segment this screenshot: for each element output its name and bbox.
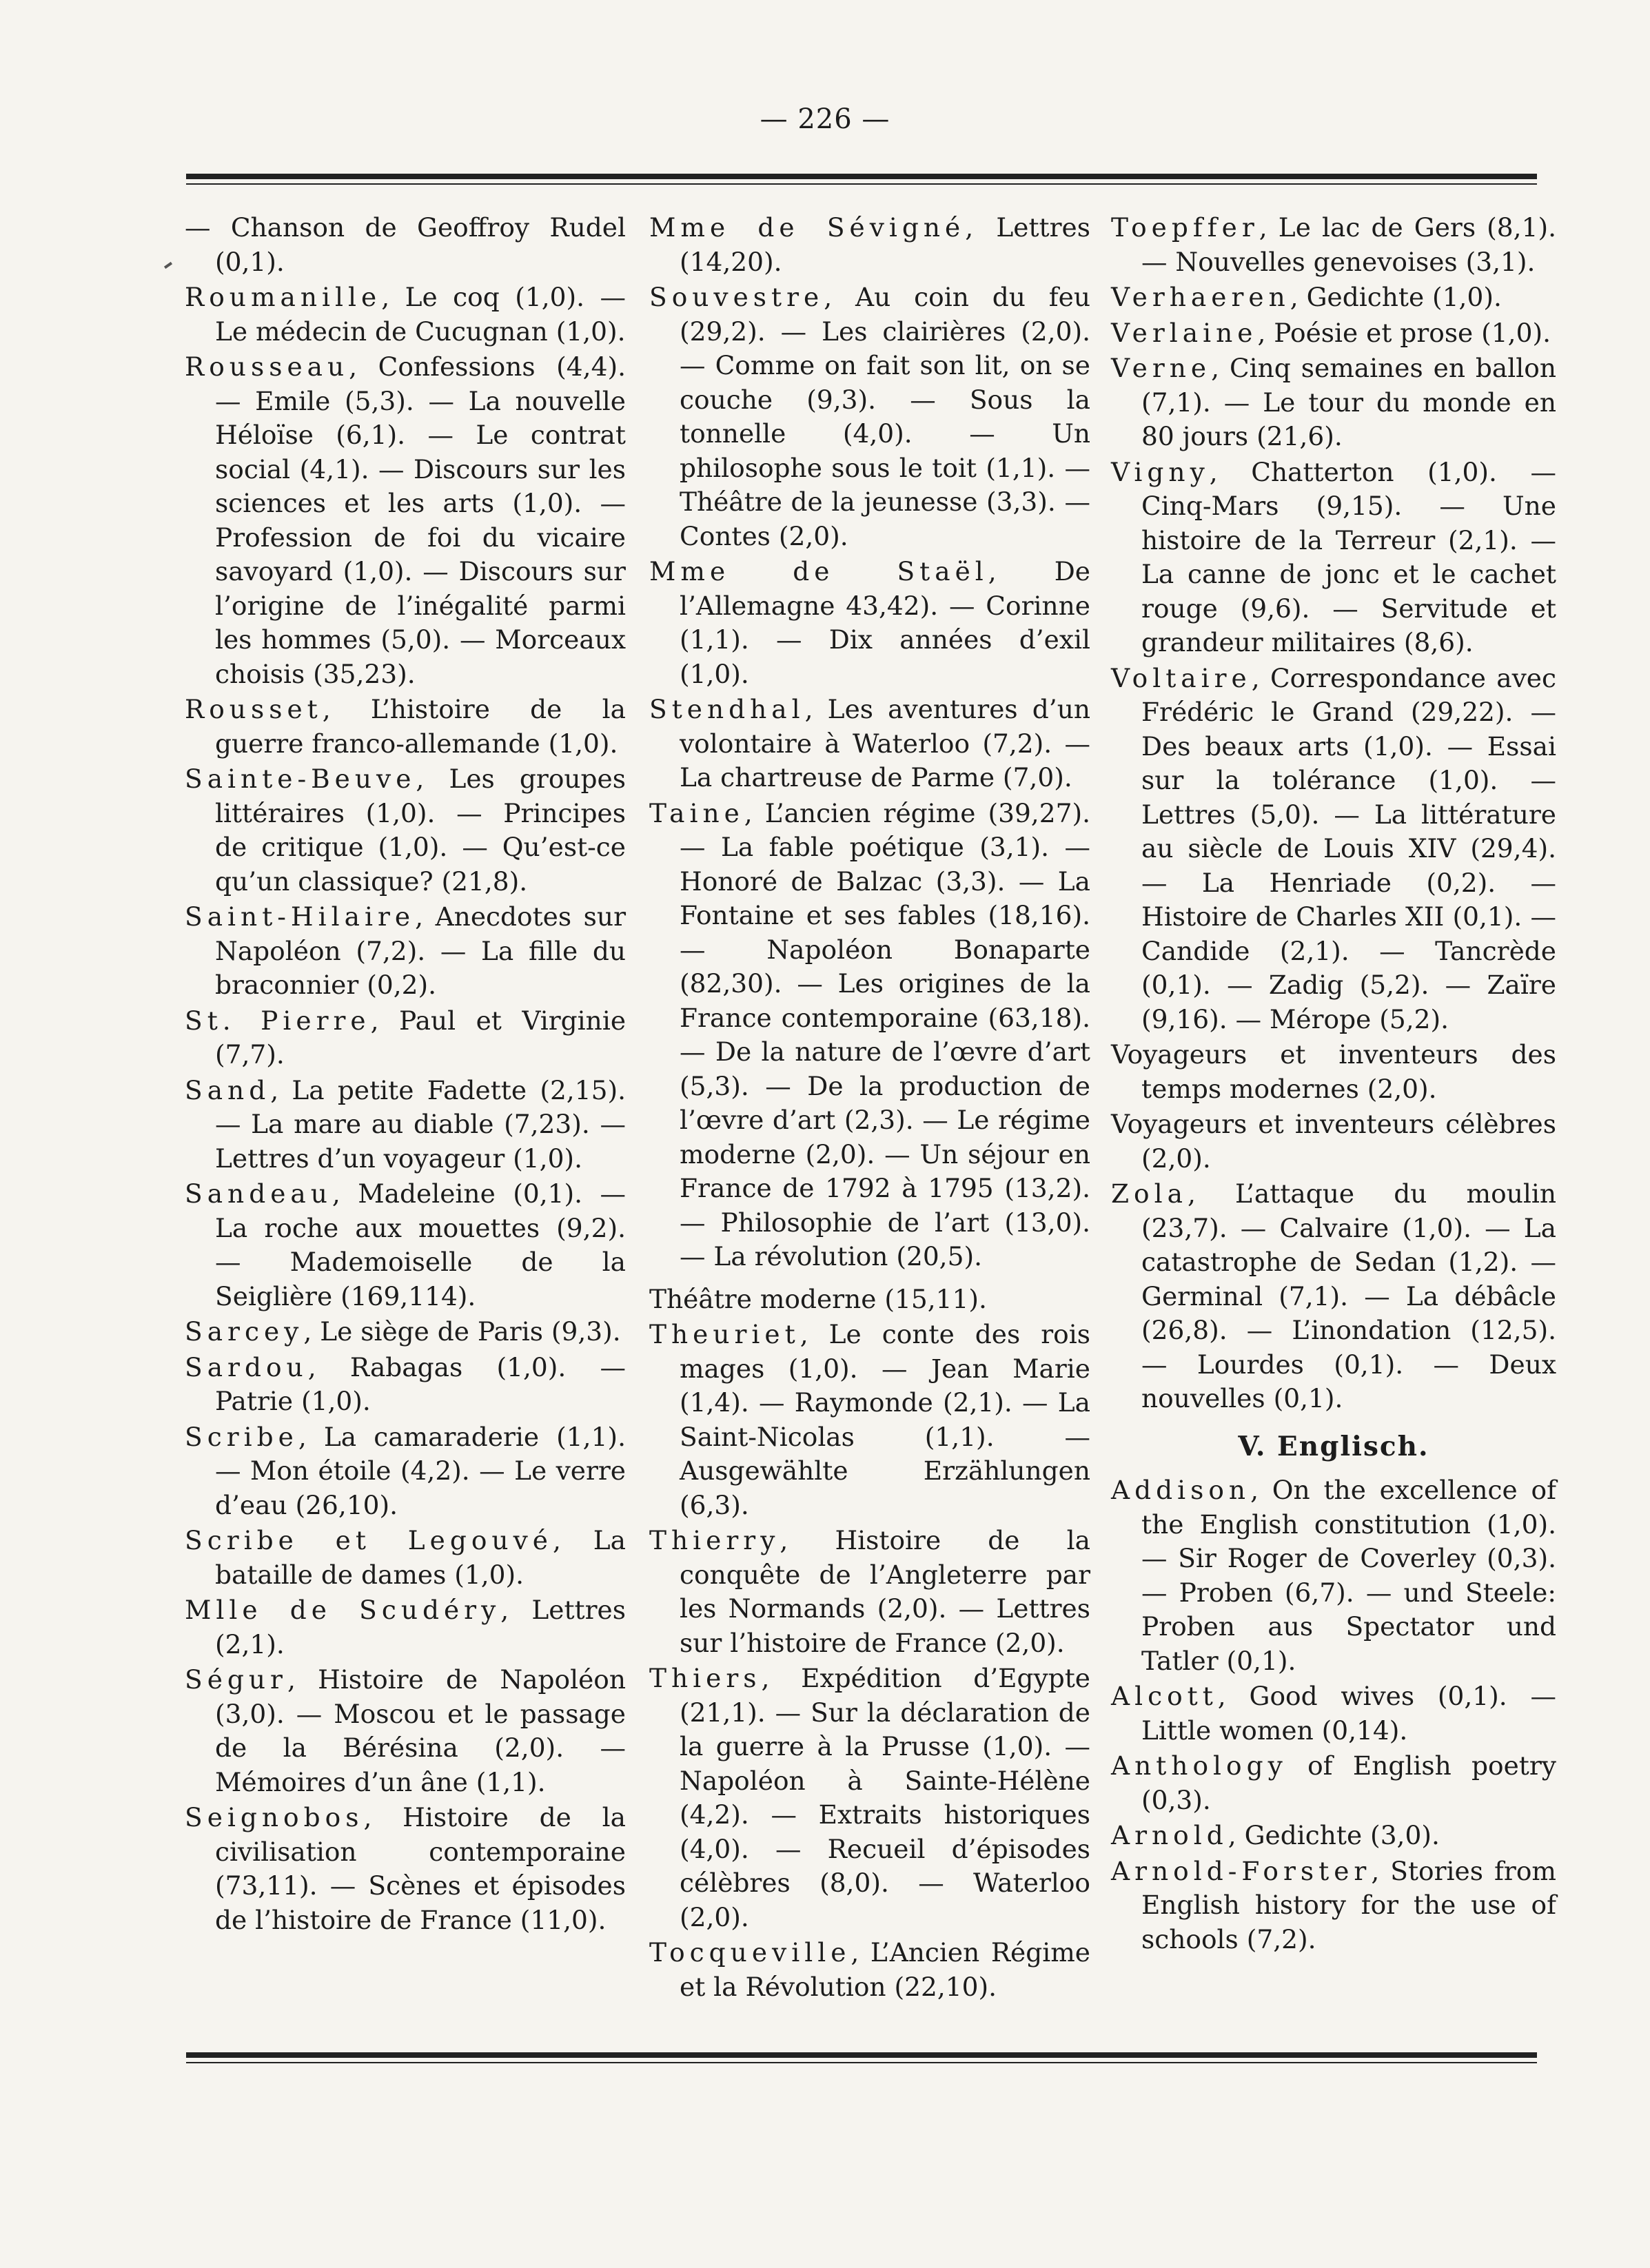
entry-text: , Le coq (1,0). — Le médecin de Cucugnan (1,0). — [215, 282, 626, 347]
entry-author: Alcott — [1111, 1681, 1218, 1711]
entry — [649, 797, 1090, 1274]
margin-mark — [164, 262, 172, 269]
entry-author: Scribe — [185, 1421, 298, 1452]
column-3 — [1111, 211, 1556, 1958]
entry — [1111, 1473, 1556, 1678]
entry-author: Vigny — [1111, 456, 1210, 487]
top-rule-thin — [186, 183, 1537, 185]
entry-text: , Good wives (0,1). — Little women (0,14). — [1141, 1681, 1556, 1746]
entry-author: Sarcey — [185, 1316, 304, 1347]
entry-author: Rousseau — [185, 351, 349, 382]
entry — [649, 1318, 1090, 1522]
entry — [185, 1351, 626, 1419]
entry-text: , Chatterton (1,0). — Cinq-Mars (9,15). — Une histoire de la Terreur (2,1). — La canne de jonc et le cachet rouge (9,6). — Servitude et grandeur militaires (8,6). — [1141, 456, 1556, 657]
entry — [649, 555, 1090, 691]
entry-author: Verhaeren — [1111, 282, 1290, 312]
entry — [185, 280, 626, 349]
entry — [1111, 211, 1556, 279]
entry-text: , Stories from English history for the use of schools (7,2). — [1141, 1855, 1556, 1954]
top-rule — [186, 174, 1537, 179]
entry-author: Tocqueville — [649, 1937, 851, 1968]
entry-author: Toepffer — [1111, 212, 1259, 243]
bottom-rule — [186, 2052, 1537, 2058]
entry — [1111, 1679, 1556, 1748]
entry: — Chanson de Geoffroy Rudel (0,1). — [185, 212, 626, 277]
entry-text: of English poetry (0,3). — [1141, 1750, 1556, 1815]
entry-author: Verlaine — [1111, 317, 1258, 348]
entry-text: , L’histoire de la guerre franco-allemande (1,0). — [215, 694, 626, 759]
entry-author: Zola — [1111, 1178, 1188, 1209]
entry-author: Verne — [1111, 353, 1212, 383]
entry — [1111, 1855, 1556, 1957]
entry-text: Voyageurs et inventeurs des temps modernes (2,0). — [1111, 1039, 1556, 1104]
entry-author: St. Pierre — [185, 1005, 371, 1036]
entry — [185, 900, 626, 1003]
section-heading: V. Englisch. — [1238, 1430, 1429, 1462]
entry-text: , Histoire de la civilisation contemporaine (73,11). — Scènes et épisodes de l’histoire de France (11,0). — [215, 1802, 626, 1935]
entry-text: , Au coin du feu (29,2). — Les clairières (2,0). — Comme on fait son lit, on se couche (9,3). — Sous la tonnelle (4,0). — Un philosophe sous le toit (1,1). — Théâtre de la jeunesse (3,3). — Contes (2,0). — [680, 282, 1090, 551]
entry-text: , La camaraderie (1,1). — Mon étoile (4,2). — Le verre d’eau (26,10). — [215, 1421, 626, 1520]
entry — [649, 1524, 1090, 1660]
entry-author: Voltaire — [1111, 662, 1252, 693]
entry — [649, 1283, 1090, 1317]
entry-author: Sand — [185, 1074, 271, 1105]
entry-text: , La bataille de dames (1,0). — [215, 1525, 626, 1590]
entry — [185, 1420, 626, 1523]
entry — [1111, 662, 1556, 1037]
entry — [185, 1315, 626, 1349]
entry — [185, 1074, 626, 1176]
entry-text: , Anecdotes sur Napoléon (7,2). — La fille du braconnier (0,2). — [215, 901, 626, 1000]
entry — [649, 1662, 1090, 1934]
entry — [185, 1801, 626, 1937]
entry-text: , Le lac de Gers (8,1). — Nouvelles genevoises (3,1). — [1141, 212, 1556, 277]
entry-author: Sandeau — [185, 1178, 332, 1209]
entry — [185, 350, 626, 691]
entry — [1111, 351, 1556, 454]
entry-text: , L’attaque du moulin (23,7). — Calvaire (1,0). — La catastrophe de Sedan (1,2). — Germinal (7,1). — La débâcle (26,8). — L’inondation (12,5). — Lourdes (0,1). — Deux nouvelles (0,1). — [1141, 1178, 1556, 1413]
entry-text: , De l’Allemagne 43,42). — Corinne (1,1). — Dix années d’exil (1,0). — [680, 556, 1090, 689]
entry-text: , Paul et Virginie (7,7). — [215, 1005, 627, 1070]
bottom-rule-thin — [186, 2062, 1537, 2063]
entry — [1111, 1038, 1556, 1106]
entry-author: Rousset — [185, 694, 323, 724]
entry-author: Souvestre — [649, 282, 824, 312]
entry-text: , Poésie et prose (1,0). — [1257, 317, 1551, 348]
entry-author: Arnold — [1111, 1820, 1228, 1850]
entry-text: , Les groupes littéraires (1,0). — Principes de critique (1,0). — Qu’est-ce qu’un classique? (21,8). — [215, 764, 626, 897]
entry-author: Thierry — [649, 1525, 780, 1555]
entry — [649, 280, 1090, 553]
entry-author: Mme de Staël — [649, 556, 988, 586]
entry — [1111, 316, 1556, 351]
entry-author: Anthology — [1111, 1750, 1287, 1781]
entry-author: Mlle de Scudéry — [185, 1595, 501, 1625]
entry-text: , Gedichte (1,0). — [1290, 282, 1502, 312]
entry-author: Sainte-Beuve — [185, 764, 416, 794]
entry-author: Roumanille — [185, 282, 382, 312]
entry-text: , Rabagas (1,0). — Patrie (1,0). — [215, 1351, 626, 1416]
entry — [185, 1177, 626, 1314]
entry-author: Theuriet — [649, 1319, 800, 1349]
entry — [185, 693, 626, 761]
entry — [185, 1593, 626, 1662]
entry — [1111, 280, 1556, 315]
column-2 — [649, 211, 1090, 2005]
entry — [185, 1663, 626, 1799]
entry — [649, 1936, 1090, 2004]
entry-text: , Le siège de Paris (9,3). — [303, 1316, 621, 1347]
entry — [185, 1524, 626, 1592]
entry-text: , Expédition d’Egypte (21,1). — Sur la déclaration de la guerre à la Prusse (1,0). — Napoléon à Sainte-Hélène (4,2). — Extraits historiques (4,0). — Recueil d’épisodes célèbres (8,0). — Waterloo (2,0). — [680, 1663, 1090, 1932]
entry-author: Thiers — [649, 1663, 762, 1693]
entry-author: Taine — [649, 797, 744, 828]
entry — [1111, 456, 1556, 660]
entry-text: , Histoire de Napoléon (3,0). — Moscou et le passage de la Bérésina (2,0). — Mémoires d’un âne (1,1). — [215, 1664, 626, 1797]
entry-text: , La petite Fadette (2,15). — La mare au diable (7,23). — Lettres d’un voyageur (1,0). — [215, 1074, 626, 1174]
entry-text: , Gedichte (3,0). — [1228, 1820, 1440, 1850]
entry — [1111, 1819, 1556, 1853]
entry — [1111, 1177, 1556, 1416]
entry-author: Ségur — [185, 1664, 287, 1695]
page-number: — 226 — — [760, 103, 890, 135]
entry-author: Scribe et Legouvé — [185, 1525, 553, 1555]
entry-text: , L’ancien régime (39,27). — La fable poétique (3,1). — Honoré de Balzac (3,3). — La Fontaine et ses fables (18,16). — Napoléon Bonaparte (82,30). — Les origines de la France contemporaine (63,18). — De la nature de l’œvre d’art (5,3). — De la production de l’œvre d’art (2,3). — Le régime moderne (2,0). — Un séjour en France de 1792 à 1795 (13,2). — Philosophie de l’art (13,0). — La révolution (20,5). — [680, 797, 1090, 1271]
entry-author: Seignobos — [185, 1802, 364, 1832]
entry-text: Voyageurs et inventeurs célèbres (2,0). — [1111, 1109, 1556, 1174]
column-1 — [185, 211, 626, 1939]
entry — [649, 211, 1090, 279]
entry — [1111, 1749, 1556, 1817]
entry-text: , Madeleine (0,1). — La roche aux mouettes (9,2). — Mademoiselle de la Seiglière (169,114). — [215, 1178, 626, 1311]
entry-text: , Histoire de la conquête de l’Angleterre par les Normands (2,0). — Lettres sur l’histoire de France (2,0). — [680, 1525, 1090, 1658]
entry-text: , On the excellence of the English constitution (1,0). — Sir Roger de Coverley (0,3). — Proben (6,7). — und Steele: Proben aus Spectator und Tatler (0,1). — [1141, 1475, 1556, 1676]
entry-text: , Les aventures d’un volontaire à Waterloo (7,2). — La chartreuse de Parme (7,0). — [680, 694, 1090, 793]
entry-text: , L’Ancien Régime et la Révolution (22,10). — [680, 1937, 1090, 2002]
entry-text: , Correspondance avec Frédéric le Grand (29,22). — Des beaux arts (1,0). — Essai sur la tolérance (1,0). — Lettres (5,0). — La littérature au siècle de Louis XIV (29,4). — La Henriade (0,2). — Histoire de Charles XII (0,1). — Candide (2,1). — Tancrède (0,1). — Zadig (5,2). — Zaïre (9,16). — Mérope (5,2). — [1141, 662, 1556, 1034]
entry-text: , Lettres (2,1). — [215, 1595, 626, 1659]
entry-author: Saint-Hilaire — [185, 901, 416, 932]
entry — [185, 1004, 626, 1072]
entry-text: , Confessions (4,4). — Emile (5,3). — La nouvelle Héloïse (6,1). — Le contrat social (4,1). — Discours sur les sciences et les arts (1,0). — Profession de foi du vicaire savoyard (1,0). — Discours sur l’origine de l’inégalité parmi les hommes (5,0). — Morceaux choisis (35,23). — [215, 351, 626, 689]
entry-author: Sardou — [185, 1351, 308, 1382]
entry — [1111, 1107, 1556, 1176]
entry-text: , Cinq semaines en ballon (7,1). — Le tour du monde en 80 jours (21,6). — [1141, 353, 1556, 451]
entry-text: Théâtre moderne (15,11). — [649, 1283, 987, 1314]
entry-author: Arnold-Forster — [1111, 1855, 1372, 1886]
entry — [649, 693, 1090, 795]
entry-author: Addison — [1111, 1475, 1251, 1505]
entry-author: Mme de Sévigné — [649, 212, 966, 243]
entry — [185, 762, 626, 899]
entry-text: , Lettres (14,20). — [680, 212, 1090, 277]
entry-author: Stendhal — [649, 694, 805, 724]
entry-text: , Le conte des rois mages (1,0). — Jean Marie (1,4). — Raymonde (2,1). — La Saint-Nicolas (1,1). — Ausgewählte Erzählungen (6,3). — [680, 1319, 1090, 1520]
